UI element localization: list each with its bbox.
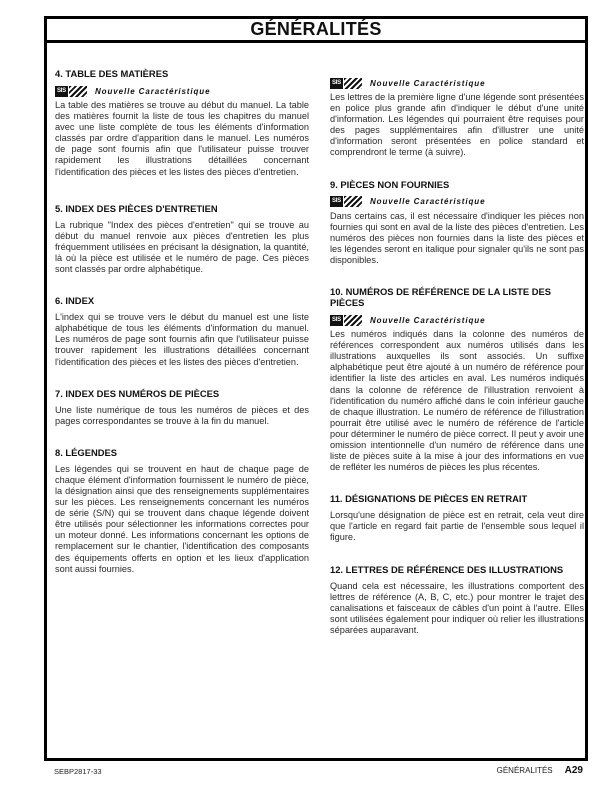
section-legendes: [55, 447, 309, 575]
sis-logo-icon: SIS: [330, 78, 364, 89]
new-feature-marker: [55, 85, 309, 97]
section-heading: 4. TABLE DES MATIÈRES: [55, 68, 169, 79]
stripes-icon: [69, 86, 87, 97]
left-column: [55, 68, 309, 575]
new-feature-label: Nouvelle Caractéristique: [370, 315, 486, 325]
section-heading: 11. DÉSIGNATIONS DE PIÈCES EN RETRAIT: [330, 493, 528, 505]
stripes-icon: [344, 315, 362, 326]
footer-section-name: GÉNÉRALITÉS: [496, 766, 553, 775]
page-title: GÉNÉRALITÉS: [250, 19, 382, 39]
section-legendes-continued: [330, 77, 584, 159]
section-pieces-non-fournies: [330, 179, 584, 266]
sis-logo-icon: SIS: [330, 315, 364, 326]
section-body: Les légendes qui se trouvent en haut de chaque page de chaque élément d'information fournissent le numéro de pièce, la désignation ainsi que des renseignements supplémentaires sur les pièces. Les renseignements concernant les numéros de série (S/N) qui se trouvent dans chaque légende doivent être utilisés pour sélectionner les informations correctes pour un moteur donné. Les informations concernant les options de remplacement sur le chantier, l'identification des composants des équipements offerts en option et les lieux d'application sont aussi fournies.: [55, 463, 309, 574]
section-body: Une liste numérique de tous les numéros de pièces et des pages correspondantes se trouve à la fin du manuel.: [55, 404, 309, 426]
new-feature-marker: [330, 196, 584, 208]
section-body: Les numéros indiqués dans la colonne des numéros de références correspondent aux numéros utilisés dans les illustrations auxquelles ils sont associés. Un suffixe alphabétique peut être ajouté à un numéro de référence pour identifier la liste des articles en aval. Les numéros indiqués dans la colonne de référence de l'illustration renvoient à l'identification du numéro affiché dans le coin inférieur gauche de chaque illustration. Le numéro de référence de l'illustration pourrait être utilisé avec le numéro de référence de l'article pour déterminer le numéro de pièce correct. Il peut y avoir une omission intentionnelle d'un numéro de référence dans une liste de pièces suite à la mise à jour des informations en vue de refléter les numéros de pièces les plus récentes.: [330, 329, 584, 473]
section-body: Dans certains cas, il est nécessaire d'indiquer les pièces non fournies qui sont en aval de la liste des pièces d'entretien. Les numéros des pièces non fournies dans la liste des pièces et les légendes seront en italique pour signaler qu'ils ne sont pas disponibles.: [330, 210, 584, 265]
title-bar: [47, 19, 585, 43]
section-body: Les lettres de la première ligne d'une légende sont présentées en police plus grande afin d'indiquer le début d'une unité d'information. Les légendes qui pourraient être requises pour des pages supplémentaires afin d'illustrer une unité d'information seront présentées en police standard et comprendront le terme (à suivre).: [330, 92, 584, 158]
section-heading: 5. INDEX DES PIÈCES D'ENTRETIEN: [55, 202, 218, 214]
section-body: La table des matières se trouve au début du manuel. La table des matières fournit la liste de tous les chapitres du manuel avec une liste complète de tous les éléments d'information classés par ordre d'apparition dans le manuel. Les numéros de page sont fournis afin que l'utilisateur puisse trouver rapidement les illustrations détaillées concernant l'identification des pièces et les listes des pièces d'entretien.: [55, 100, 309, 177]
new-feature-label: Nouvelle Caractéristique: [370, 197, 486, 207]
section-table-des-matieres: [55, 68, 309, 178]
page-frame: [44, 16, 588, 761]
section-body: La rubrique "Index des pièces d'entretien" qui se trouve au début du manuel renvoie aux pièces d'entretien les plus fréquemment utilisées en précisant la désignation, la quantité, là où la pièce est utilisée et le numéro de page. Ces pièces sont classés par ordre alphabétique.: [55, 219, 309, 275]
section-heading: 6. INDEX: [55, 295, 95, 307]
section-heading: 7. INDEX DES NUMÉROS DE PIÈCES: [55, 387, 220, 399]
footer-page-number: A29: [564, 765, 583, 776]
section-body: Lorsqu'une désignation de pièce est en retrait, cela veut dire que l'article en regard fait partie de l'ensemble sous lequel il figure.: [330, 510, 584, 543]
sis-logo-icon: SIS: [55, 86, 89, 97]
new-feature-label: Nouvelle Caractéristique: [95, 86, 211, 96]
footer-doc-number: SEBP2817-33: [54, 767, 102, 776]
section-heading: 8. LÉGENDES: [55, 446, 117, 458]
new-feature-marker: [330, 77, 584, 89]
section-body: L'index qui se trouve vers le début du manuel est une liste alphabétique de tous les éléments d'information du manuel. Les numéros de page sont fournis afin que l'utilisateur puisse trouver rapidement les illustrations détaillées concernant l'identification des pièces et les listes des pièces d'entretien.: [55, 312, 309, 367]
section-heading: 10. NUMÉROS DE RÉFÉRENCE DE LA LISTE DES PIÈCES: [330, 286, 552, 309]
section-index: [55, 295, 309, 367]
footer-right: [497, 765, 583, 776]
section-index-pieces-entretien: [55, 203, 309, 275]
right-column: [330, 77, 584, 636]
new-feature-label: Nouvelle Caractéristique: [370, 78, 486, 88]
stripes-icon: [344, 196, 362, 207]
section-numeros-reference: [330, 286, 584, 473]
section-heading: 9. PIÈCES NON FOURNIES: [330, 178, 450, 190]
section-lettres-reference: [330, 564, 584, 636]
section-index-numeros-pieces: [55, 388, 309, 427]
section-heading: 12. LETTRES DE RÉFÉRENCE DES ILLUSTRATIONS: [330, 563, 564, 575]
sis-logo-icon: SIS: [330, 196, 364, 207]
stripes-icon: [344, 78, 362, 89]
new-feature-marker: [330, 314, 584, 326]
section-body: Quand cela est nécessaire, les illustrations comportent des lettres de référence (A, B, C, etc.) pour montrer le trajet des canalisations et faisceaux de câbles d'un point à l'autre. Elles sont utilisées également pour indiquer où relier les illustrations séparées auparavant.: [330, 580, 584, 635]
section-designations-retrait: [330, 493, 584, 543]
